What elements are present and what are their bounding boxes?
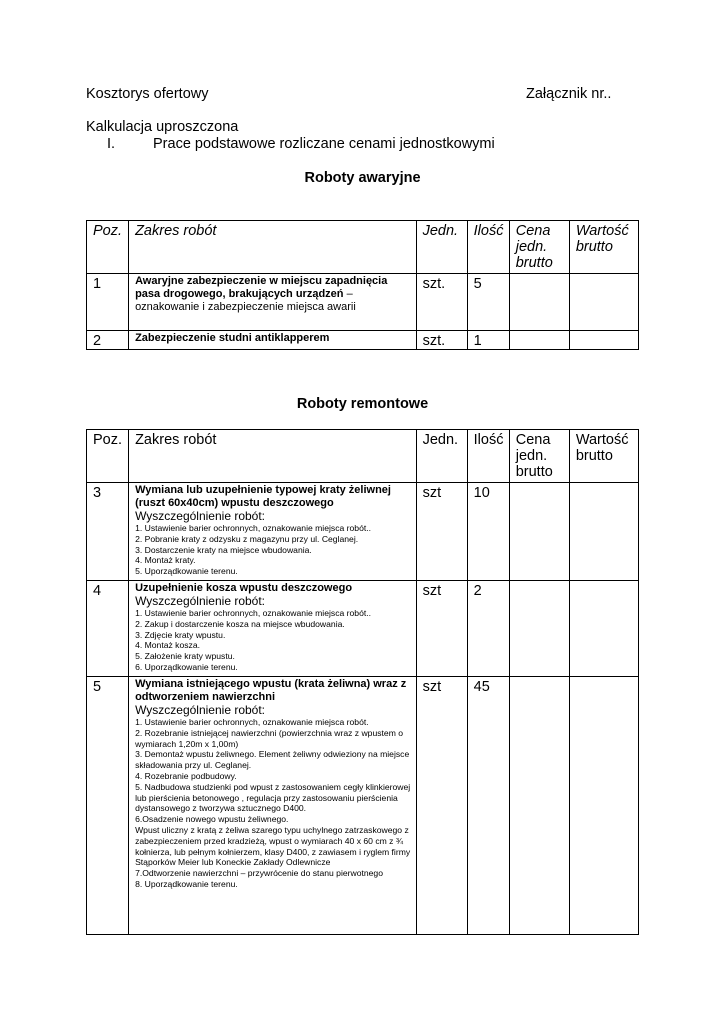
step-item: 5. Założenie kraty wpustu. [135, 651, 235, 662]
row-steps [135, 717, 412, 890]
step-item: 1. Ustawienie barier ochronnych, oznakowanie miejsca robót.. [135, 608, 372, 618]
step-item: 1. Ustawienie barier ochronnych, oznakowanie miejsca robót. [135, 717, 369, 727]
emergency-works-table [86, 220, 639, 350]
row-unit: szt [422, 679, 442, 695]
header-cell: Ilość [467, 221, 509, 274]
row-total-value [569, 581, 638, 677]
header-cell: Poz. [87, 221, 129, 274]
row-total-value [569, 483, 638, 581]
step-item: 5. Uporządkowanie terenu. [135, 566, 238, 577]
row-quantity: 10 [473, 485, 490, 501]
row-description [129, 677, 416, 892]
row-unit-price [509, 483, 569, 581]
step-item: 8. Uporządkowanie terenu. [135, 878, 238, 889]
header-cell: Cena jedn. brutto [509, 430, 569, 483]
row-total-value [569, 677, 638, 935]
step-item: Wpust uliczny z kratą z żeliwa szarego typu uchylnego zatrzaskowego z zabezpieczeniem przed kradzieżą, wpust o wymiarach 40 x 60 cm z ¾ kołnierza, lub pełnym kołnierzem, klasy D400, z zawiasem i ryglem firmy Stąporków Meier lub Koneckie Zakłady Odlewnicze [135, 824, 411, 868]
step-item: 2. Pobranie kraty z odzysku z magazynu przy ul. Ceglanej. [135, 533, 359, 544]
row-steps [135, 523, 412, 577]
header-cell: Jedn. [416, 430, 467, 483]
step-item: 6. Uporządkowanie terenu. [135, 661, 238, 672]
table-header-row [87, 430, 639, 483]
row-quantity: 1 [473, 333, 482, 349]
step-item: 6.Osadzenie nowego wpustu żeliwnego. [135, 814, 289, 825]
row-title: Uzupełnienie kosza wpustu deszczowego [135, 582, 353, 594]
row-position: 3 [93, 485, 102, 501]
table-row [87, 677, 639, 935]
row-unit-price [509, 677, 569, 935]
section1-title: Roboty awaryjne [304, 170, 421, 186]
row-subtitle: Wyszczególnienie robót: [135, 703, 266, 717]
row-unit: szt [422, 485, 442, 501]
row-steps [135, 608, 412, 673]
row-position: 1 [93, 276, 102, 292]
row-subtitle: Wyszczególnienie robót: [135, 594, 266, 608]
step-item: 7.Odtworzenie nawierzchni – przywrócenie do stanu pierwotnego [135, 868, 383, 879]
step-item: 2. Zakup i dostarczenie kosza na miejsce wbudowania. [135, 618, 345, 629]
repair-works-table [86, 429, 639, 935]
table-row [87, 483, 639, 581]
row-quantity: 5 [473, 276, 482, 292]
header-cell: Ilość [467, 430, 509, 483]
row-unit: szt [422, 583, 442, 599]
table-row [87, 581, 639, 677]
row-total-value [569, 331, 638, 350]
row-title: Wymiana lub uzupełnienie typowej kraty żeliwnej (ruszt 60x40cm) wpustu deszczowego [135, 484, 391, 509]
row-title: Wymiana istniejącego wpustu (krata żeliwna) wraz z odtworzeniem nawierzchni [135, 678, 407, 703]
section-heading-text: Prace podstawowe rozliczane cenami jednostkowymi [153, 136, 495, 152]
step-item: 5. Nadbudowa studzienki pod wpust z zastosowaniem cegły klinkierowej lub pierścienia betonowego , regulacja przy zastosowaniu pierścienia dystansowego z tworzywa sztucznego D400. [135, 781, 411, 814]
table-header-row [87, 221, 639, 274]
section2-title: Roboty remontowe [296, 396, 429, 412]
step-item: 4. Montaż kraty. [135, 555, 196, 566]
header-cell: Cena jedn. brutto [509, 221, 569, 274]
row-unit: szt. [422, 276, 446, 292]
step-item: 4. Rozebranie podbudowy. [135, 770, 237, 781]
row-unit-price [509, 581, 569, 677]
row-subtitle: Wyszczególnienie robót: [135, 509, 266, 523]
row-description: Zabezpieczenie studni antiklapperem [135, 332, 330, 344]
header-cell: Wartość brutto [569, 430, 638, 483]
row-description [129, 581, 416, 675]
table-row [87, 274, 639, 331]
attachment-number: Załącznik nr.. [526, 86, 612, 102]
row-total-value [569, 274, 638, 331]
step-item: 3. Dostarczenie kraty na miejsce wbudowania. [135, 544, 312, 555]
header-cell: Wartość brutto [569, 221, 638, 274]
header-cell: Zakres robót [129, 430, 417, 483]
row-quantity: 2 [473, 583, 482, 599]
header-cell: Zakres robót [129, 221, 417, 274]
section-heading-number: I. [107, 136, 116, 152]
step-item: 2. Rozebranie istniejącej nawierzchni (powierzchnia wraz z wpustem o wymiarach 1,20m x 1,00m) [135, 727, 404, 749]
step-item: 4. Montaż kosza. [135, 640, 201, 651]
row-position: 5 [93, 679, 102, 695]
step-item: 3. Zdjęcie kraty wpustu. [135, 629, 226, 640]
table-row [87, 331, 639, 350]
calculation-type: Kalkulacja uproszczona [86, 119, 239, 135]
row-position: 4 [93, 583, 102, 599]
step-item: 3. Demontaż wpustu żeliwnego. Element żeliwny odwieziony na miejsce składowania przy ul. Ceglanej. [135, 749, 410, 771]
step-item: 1. Ustawienie barier ochronnych, oznakowanie miejsca robót.. [135, 523, 372, 533]
section-heading [107, 136, 495, 152]
row-position: 2 [93, 333, 102, 349]
row-unit-price [509, 274, 569, 331]
header-cell: Poz. [87, 430, 129, 483]
document-title: Kosztorys ofertowy [86, 86, 209, 102]
row-description [129, 483, 416, 579]
header-cell: Jedn. [416, 221, 467, 274]
row-quantity: 45 [473, 679, 490, 695]
row-unit: szt. [422, 333, 446, 349]
row-unit-price [509, 331, 569, 350]
row-description: Awaryjne zabezpieczenie w miejscu zapadnięcia pasa drogowego, brakujących urządzeń – oznakowanie i zabezpieczenie miejsca awarii [135, 275, 388, 313]
